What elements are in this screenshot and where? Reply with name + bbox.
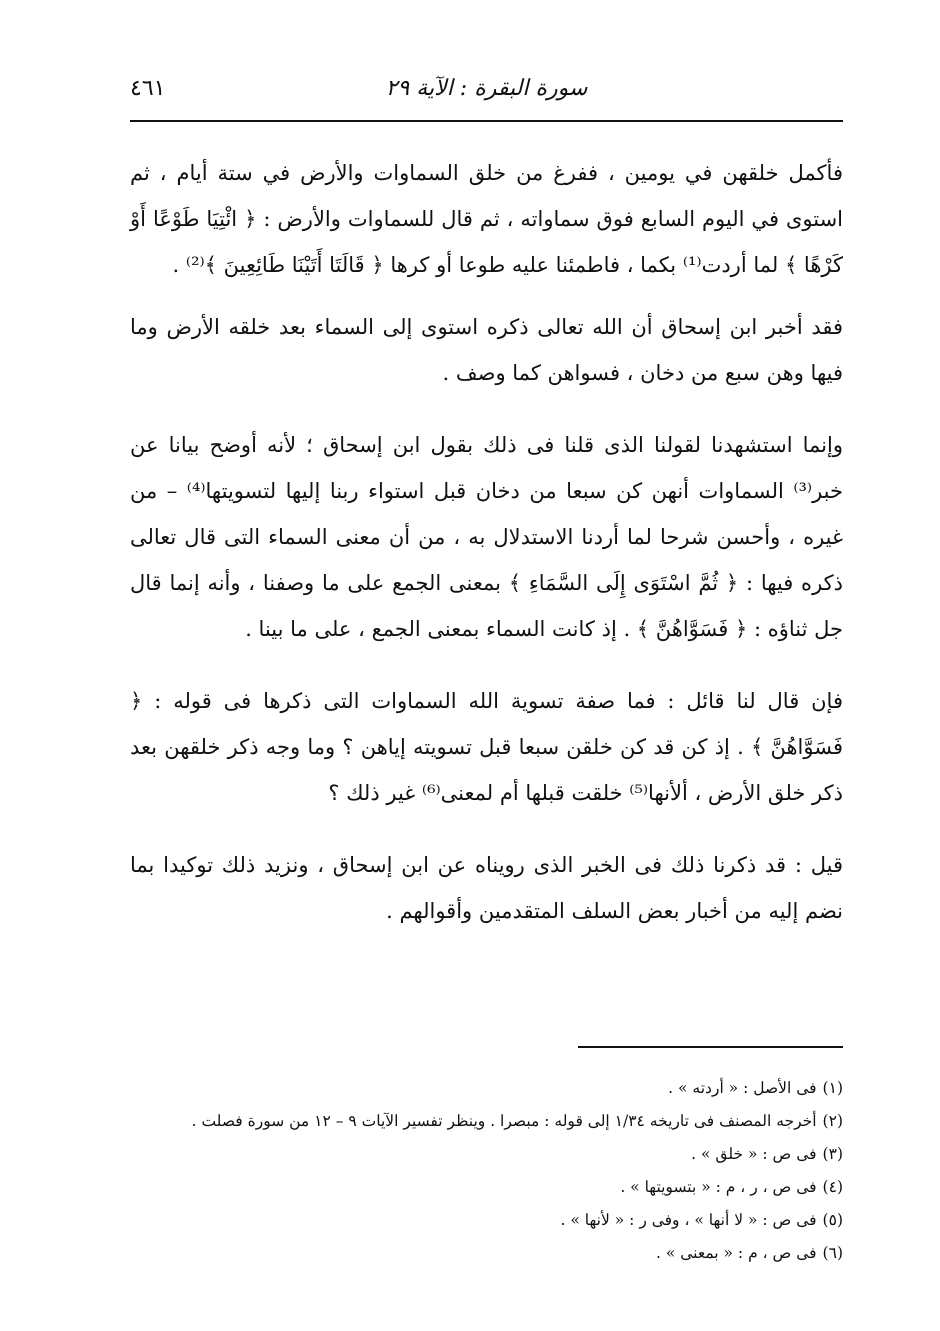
paragraph: وإنما استشهدنا لقولنا الذى قلنا فى ذلك بقول ابن إسحاق ؛ لأنه أوضح بيانا عن خبر⁽³⁾ السماوات أنهن كن سبعا من دخان قبل استواء ربنا إليها لتسويتها⁽⁴⁾ – من غيره ، وأحسن شرحا لما أردنا الاستدلال به ، من أن معنى السماء التى قال تعالى ذكره فيها : ﴿ ثُمَّ اسْتَوَى إِلَى السَّمَاءِ ﴾ بمعنى الجمع على ما وصفنا ، وأنه إنما قال جل ثناؤه : ﴿ فَسَوَّاهُنَّ ﴾ . إذ كانت السماء بمعنى الجمع ، على ما بينا .: [130, 433, 843, 641]
footnote: [130, 1072, 843, 1105]
footnote-number: (٥): [822, 1211, 843, 1229]
main-text: [130, 150, 843, 960]
running-title: سورة البقرة : الآية ٢٩: [385, 76, 588, 101]
footnote-text: فى الأصل : « أردته » .: [668, 1079, 817, 1097]
footnote: [130, 1138, 843, 1171]
footnote: [130, 1204, 843, 1237]
footnote-number: (٤): [822, 1178, 843, 1196]
footnote-text: فى ص ، ر ، م : « بتسويتها » .: [620, 1178, 817, 1196]
paragraph: فإن قال لنا قائل : فما صفة تسوية الله السماوات التى ذكرها فى قوله : ﴿ فَسَوَّاهُنَّ ﴾ . إذ كن قد كن خلقن سبعا قبل تسويته إياهن ؟ وما وجه ذكر خلقهن بعد ذكر خلق الأرض ، ألأنها⁽⁵⁾ خلقت قبلها أم لمعنى⁽⁶⁾ غير ذلك ؟: [130, 689, 843, 805]
page-header: [130, 72, 843, 112]
footnote-number: (٦): [822, 1244, 843, 1262]
footnote-text: أخرجه المصنف فى تاريخه ١/٣٤ إلى قوله : مبصرا . وينظر تفسير الآيات ٩ – ١٢ من سورة فصلت .: [191, 1112, 817, 1130]
page-number: ٤٦١: [130, 76, 166, 101]
footnote-number: (٢): [822, 1112, 843, 1130]
footnote: [130, 1237, 843, 1270]
paragraph: قيل : قد ذكرنا ذلك فى الخبر الذى رويناه عن ابن إسحاق ، ونزيد ذلك توكيدا بما نضم إليه من أخبار بعض السلف المتقدمين وأقوالهم .: [130, 853, 843, 923]
footnotes: [130, 1072, 843, 1270]
footnote-text: فى ص : « خلق » .: [691, 1145, 817, 1163]
paragraph: فأكمل خلقهن في يومين ، ففرغ من خلق السماوات والأرض في ستة أيام ، ثم استوى في اليوم السابع فوق سماواته ، ثم قال للسماوات والأرض : ﴿ ائْتِيَا طَوْعًا أَوْ كَرْهًا ﴾ لما أردت⁽¹⁾ بكما ، فاطمئنا عليه طوعا أو كرها ﴿ قَالَتَا أَتَيْنَا طَائِعِينَ ﴾⁽²⁾ .: [130, 161, 843, 277]
header-rule: [130, 120, 843, 122]
footnote-text: فى ص ، م : « بمعنى » .: [655, 1244, 817, 1262]
footnote-number: (٣): [822, 1145, 843, 1163]
footnote-separator: [578, 1046, 843, 1048]
footnote: [130, 1171, 843, 1204]
footnote: [130, 1105, 843, 1138]
footnote-text: فى ص : « لا أنها » ، وفى ر : « لأنها » .: [560, 1211, 817, 1229]
paragraph: فقد أخبر ابن إسحاق أن الله تعالى ذكره استوى إلى السماء بعد خلقه الأرض وما فيها وهن سبع من دخان ، فسواهن كما وصف .: [130, 315, 843, 385]
footnote-number: (١): [822, 1079, 843, 1097]
